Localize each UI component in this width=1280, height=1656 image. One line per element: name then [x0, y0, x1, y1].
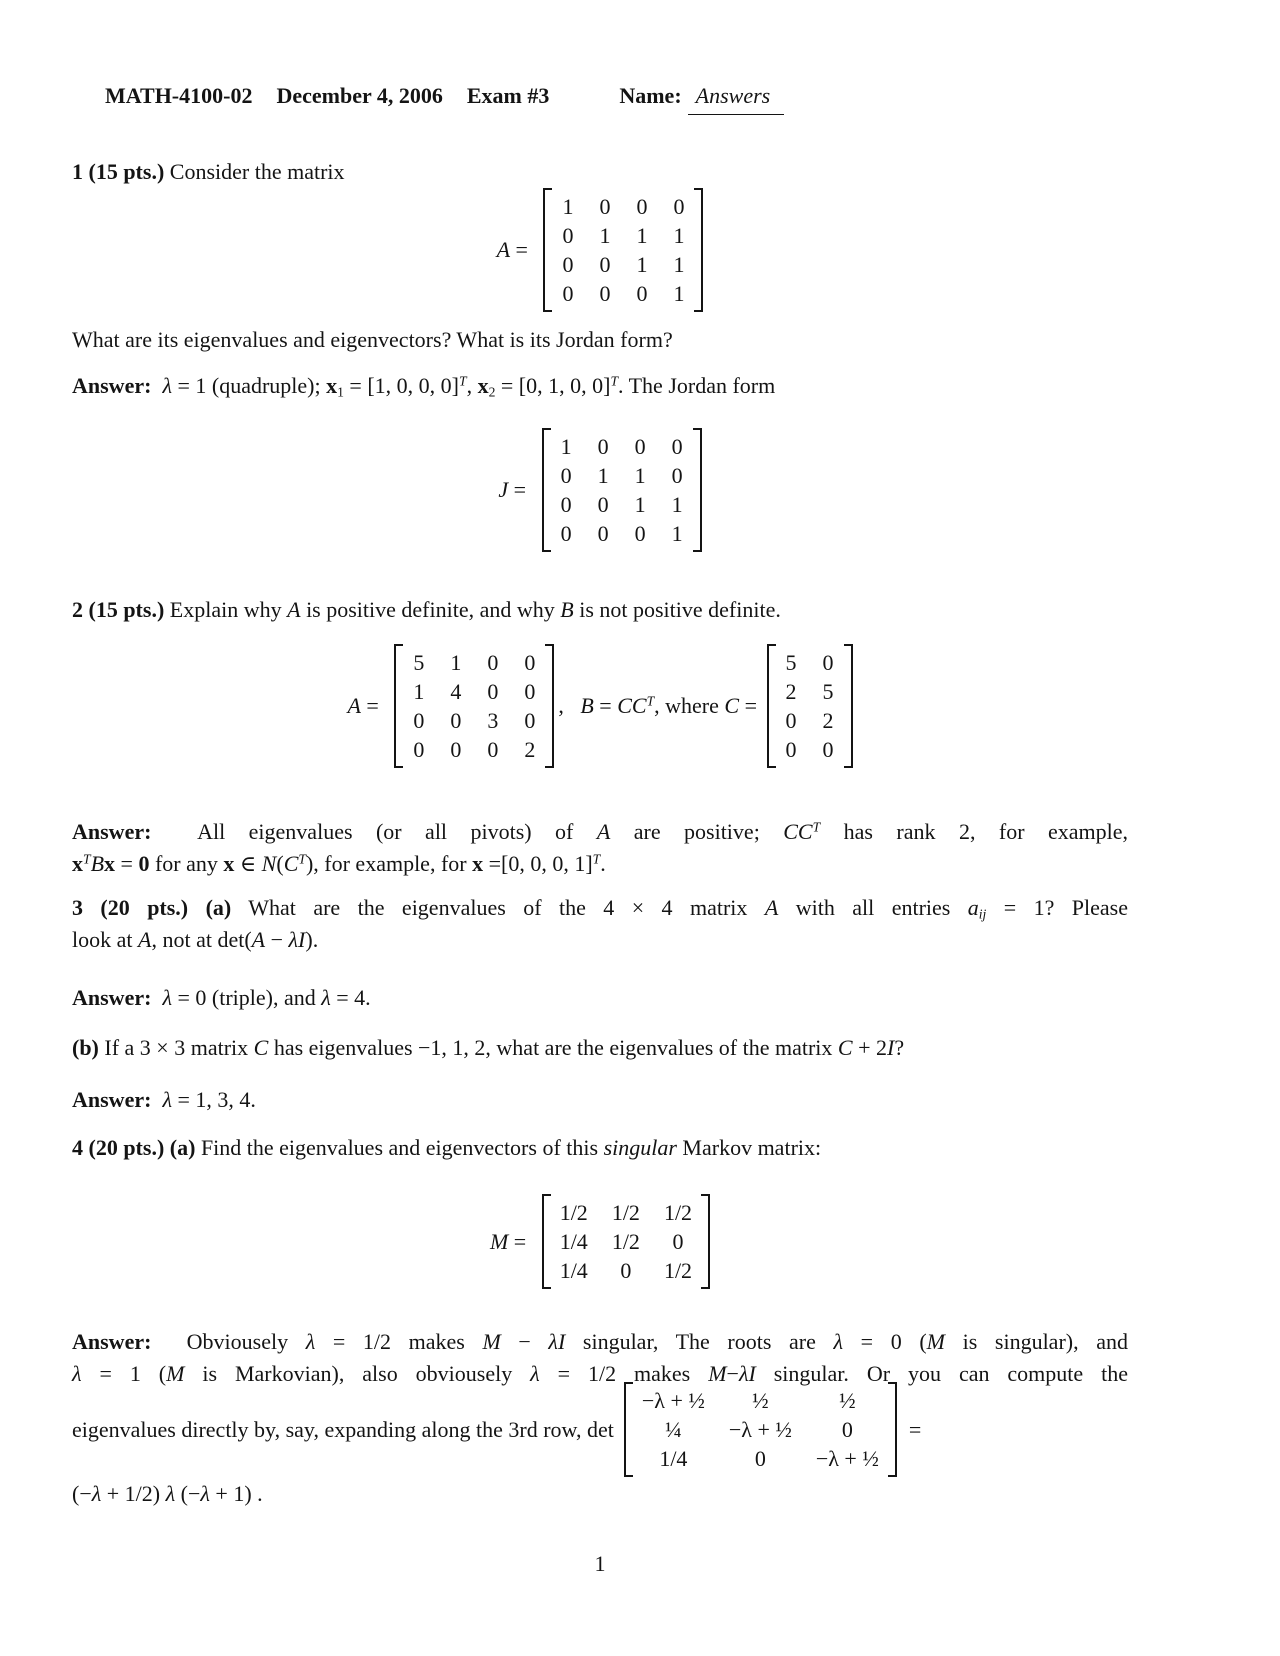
- exam-header: [105, 80, 784, 115]
- question-3a: [72, 892, 1128, 956]
- question-3a-line2: [72, 924, 1128, 956]
- text-run: ).: [305, 927, 319, 952]
- text-run: M: [166, 1361, 185, 1386]
- text-run: =[0, 0, 0, 1]: [483, 851, 593, 876]
- matrix-cells: [551, 1194, 701, 1289]
- matrix-cell: 0: [599, 194, 611, 219]
- text-run: λ: [321, 985, 331, 1010]
- q1-display-a: [72, 188, 1128, 312]
- q4-display-m: [72, 1194, 1128, 1289]
- text-run: T: [812, 819, 821, 835]
- text-run: 1: [337, 384, 344, 400]
- matrix-cell: 0: [822, 650, 834, 675]
- text-run: λI: [548, 1329, 566, 1354]
- matrix-cell: 0: [597, 492, 609, 517]
- text-run: has eigenvalues −1, 1, 2, what are the eigenvalues of the matrix: [268, 1035, 838, 1060]
- text-run: (−: [175, 1481, 201, 1506]
- text-run: ij: [978, 906, 987, 922]
- matrix-cell: −λ + ½: [728, 1417, 792, 1442]
- matrix-cell: 0: [524, 650, 536, 675]
- course-code: MATH-4100-02: [105, 83, 253, 108]
- text-run: λ: [162, 985, 172, 1010]
- text-run: 4 (20 pts.) (a): [72, 1135, 196, 1160]
- text-run: 2 (15 pts.): [72, 597, 165, 622]
- text-run: , where: [654, 693, 725, 718]
- matrix-label: [497, 234, 534, 266]
- matrix-cell: 0: [822, 737, 834, 762]
- q4-det-line: [72, 1382, 1128, 1477]
- equals: =: [360, 693, 385, 718]
- matrix-cell: 1: [413, 679, 425, 704]
- text-run: = 1/2 makes: [539, 1361, 709, 1386]
- answer-4: [72, 1326, 1128, 1390]
- text-run: λ: [72, 1361, 82, 1386]
- matrix-label: [498, 474, 531, 506]
- text-run: =: [115, 851, 139, 876]
- matrix-cell: 0: [754, 1446, 766, 1471]
- matrix-cell: 0: [634, 434, 646, 459]
- matrix-cell: 1/4: [659, 1446, 688, 1471]
- exam-date: December 4, 2006: [276, 83, 443, 108]
- text-run: M: [482, 1329, 501, 1354]
- text-run: = 4.: [330, 985, 371, 1010]
- text-run: [151, 985, 162, 1010]
- text-run: a: [967, 895, 979, 920]
- matrix-variable: A: [496, 237, 511, 262]
- text-run: ∈: [234, 851, 262, 876]
- text-run: What are its eigenvalues and eigenvectors? What is its Jordan form?: [72, 327, 673, 352]
- text-run: C: [837, 1035, 853, 1060]
- matrix-cells: [776, 644, 844, 768]
- text-run: T: [610, 373, 619, 389]
- text-run: with all entries: [778, 895, 968, 920]
- matrix-cell: 0: [634, 521, 646, 546]
- text-run: CC: [783, 819, 813, 844]
- matrix-label: [347, 690, 384, 722]
- text-run: singular, The roots are: [565, 1329, 834, 1354]
- text-run: (b): [72, 1035, 99, 1060]
- text-run: ?: [894, 1035, 905, 1060]
- matrix-cell: 1: [560, 434, 572, 459]
- text-run: −: [265, 927, 289, 952]
- matrix-cell: 1: [673, 223, 685, 248]
- text-run: Answer:: [72, 985, 152, 1010]
- matrix-cell: 1: [673, 281, 685, 306]
- equals: =: [508, 477, 532, 502]
- text-run: Answer:: [72, 1087, 152, 1112]
- matrix-cell: 0: [487, 679, 499, 704]
- text-run: . The Jordan form: [618, 373, 776, 398]
- text-run: + 1) .: [209, 1481, 263, 1506]
- text-run: All eigenvalues (or all pivots) of: [151, 819, 597, 844]
- answer-4-line1: [72, 1326, 1128, 1358]
- matrix-j: [498, 428, 701, 552]
- text-run: If a 3 × 3 matrix: [98, 1035, 254, 1060]
- text-run: Answer:: [72, 819, 152, 844]
- text-run: Consider the matrix: [164, 159, 345, 184]
- q2-display: [72, 644, 1128, 768]
- answer-3a: [72, 982, 1128, 1014]
- left-bracket: [767, 644, 776, 768]
- text-run: C: [724, 693, 740, 718]
- matrix-cell: 0: [785, 737, 797, 762]
- matrix-cell: ½: [752, 1388, 769, 1413]
- matrix-cell: 4: [450, 679, 462, 704]
- text-run: Explain why: [164, 597, 288, 622]
- matrix-cell: 1: [450, 650, 462, 675]
- name-label: Name:: [619, 83, 682, 108]
- matrix-cell: 1: [597, 463, 609, 488]
- matrix-cell: 0: [599, 281, 611, 306]
- text-run: λ: [162, 1087, 172, 1112]
- matrix-variable: J: [498, 477, 509, 502]
- matrix-cells: [551, 428, 693, 552]
- text-run: A: [596, 819, 611, 844]
- matrix-cell: 1/4: [559, 1229, 588, 1254]
- text-run: [151, 373, 162, 398]
- q1-display-j: [72, 428, 1128, 552]
- text-run: = 1 (quadruple);: [171, 373, 327, 398]
- text-run: T: [458, 373, 467, 389]
- matrix-m: [490, 1194, 710, 1289]
- answer-1: [72, 370, 1128, 402]
- matrix-cell: 0: [671, 434, 683, 459]
- page-number: 1: [594, 1551, 606, 1576]
- text-run: λI: [288, 927, 306, 952]
- matrix-cell: 0: [597, 521, 609, 546]
- text-run: N: [261, 851, 277, 876]
- text-run: is positive definite, and why: [300, 597, 561, 622]
- text-run: = 1? Please: [986, 895, 1129, 920]
- text-run: are positive;: [610, 819, 784, 844]
- text-run: singular. Or you can compute the: [755, 1361, 1128, 1386]
- matrix-cell: 0: [524, 679, 536, 704]
- text-run: singular: [603, 1135, 677, 1160]
- text-run: is singular), and: [944, 1329, 1128, 1354]
- right-bracket: [545, 644, 554, 768]
- matrix-variable: A: [347, 693, 361, 718]
- matrix-label: [490, 1226, 532, 1258]
- matrix-cell: 1: [636, 223, 648, 248]
- text-run: (−: [72, 1481, 92, 1506]
- text-run: x: [223, 851, 235, 876]
- text-run: CC: [617, 693, 647, 718]
- text-run: .: [600, 851, 606, 876]
- text-run: , not at det(: [151, 927, 252, 952]
- matrix-cell: 1/2: [611, 1200, 640, 1225]
- answer-2-line1: [72, 816, 1128, 848]
- matrix-cell: 0: [413, 708, 425, 733]
- matrix-cell: 1: [673, 252, 685, 277]
- text-run: Answer:: [72, 373, 152, 398]
- text-run: 3 (20 pts.) (a): [72, 895, 232, 920]
- matrix-cell: 1: [671, 492, 683, 517]
- right-bracket: [694, 188, 703, 312]
- matrix-cell: 0: [599, 252, 611, 277]
- matrix-cell: 0: [671, 463, 683, 488]
- matrix-cell: 0: [562, 223, 574, 248]
- matrix-cell: 0: [524, 708, 536, 733]
- final-expression: [72, 1478, 1128, 1510]
- matrix-variable: M: [489, 1228, 509, 1254]
- matrix-cell: 1: [634, 492, 646, 517]
- matrix-cell: 0: [597, 434, 609, 459]
- text-run: M: [708, 1361, 727, 1386]
- matrix-cell: 0: [560, 463, 572, 488]
- matrix-a2: [347, 644, 554, 768]
- text-run: A: [251, 927, 266, 952]
- question-3b: [72, 1032, 1128, 1064]
- text-run: (: [276, 851, 284, 876]
- text-run: 0: [138, 851, 150, 876]
- left-bracket: [394, 644, 403, 768]
- text-run: [151, 1087, 162, 1112]
- exam-number: Exam #3: [466, 83, 550, 108]
- text-run: A: [764, 895, 779, 920]
- matrix-cell: 0: [562, 281, 574, 306]
- text-run: B: [580, 693, 594, 718]
- matrix-cell: 0: [560, 492, 572, 517]
- det-matrix: [624, 1382, 897, 1477]
- matrix-cell: 1: [636, 252, 648, 277]
- matrix-cell: 0: [562, 252, 574, 277]
- text-run: T: [83, 851, 91, 867]
- text-run: A: [138, 927, 152, 952]
- text-run: λ: [200, 1481, 210, 1506]
- text-run: + 1/2): [101, 1481, 166, 1506]
- matrix-cells: [552, 188, 694, 312]
- matrix-cell: 2: [524, 737, 536, 762]
- matrix-cell: 3: [487, 708, 499, 733]
- text-run: λ: [305, 1329, 316, 1354]
- question-1-heading: [72, 156, 1128, 188]
- left-bracket: [624, 1382, 633, 1477]
- text-run: λ: [530, 1361, 540, 1386]
- matrix-cell: 1: [562, 194, 574, 219]
- matrix-cell: 0: [673, 194, 685, 219]
- right-bracket: [844, 644, 853, 768]
- text-run: I: [887, 1035, 895, 1060]
- text-run: T: [298, 851, 306, 867]
- matrix-cell: 1/2: [663, 1200, 693, 1225]
- matrix-cells: [403, 644, 545, 768]
- matrix-cell: 5: [413, 650, 425, 675]
- text-run: is not positive definite.: [573, 597, 781, 622]
- matrix-cell: 5: [785, 650, 797, 675]
- equals: =: [508, 1228, 532, 1254]
- matrix-cell: 1/2: [611, 1229, 640, 1254]
- text-run: M: [926, 1329, 945, 1354]
- left-bracket: [543, 188, 552, 312]
- matrix-cell: 1/2: [559, 1200, 588, 1225]
- text-run: + 2: [852, 1035, 888, 1060]
- text-run: x: [326, 373, 338, 398]
- matrix-cell: 0: [450, 708, 462, 733]
- text-run: λ: [833, 1329, 844, 1354]
- matrix-cell: 0: [560, 521, 572, 546]
- matrix-cell: 0: [450, 737, 462, 762]
- matrix-c: [767, 644, 853, 768]
- q2-display-text: [558, 690, 762, 722]
- text-run: C: [253, 1035, 269, 1060]
- text-run: −: [500, 1329, 549, 1354]
- text-run: −: [726, 1361, 739, 1386]
- matrix-cell: 2: [822, 708, 834, 733]
- text-run: = 1/2 makes: [315, 1329, 483, 1354]
- left-bracket: [542, 428, 551, 552]
- text-run: λ: [91, 1481, 102, 1506]
- matrix-cell: 0: [413, 737, 425, 762]
- text-run: =: [739, 693, 763, 718]
- text-run: is Markovian), also obviousely: [184, 1361, 531, 1386]
- question-3a-line1: [72, 892, 1128, 924]
- text-run: 2: [488, 384, 496, 400]
- text-run: Answer:: [72, 1329, 152, 1354]
- text-run: x: [72, 851, 83, 876]
- text-run: for any: [149, 851, 224, 876]
- text-run: x: [477, 373, 489, 398]
- text-run: = [1, 0, 0, 0]: [343, 373, 459, 398]
- text-run: T: [592, 851, 601, 867]
- matrix-cell: 2: [785, 679, 797, 704]
- equals: =: [510, 237, 534, 262]
- text-run: A: [287, 597, 301, 622]
- question-1-text: [72, 324, 1128, 356]
- matrix-cell: 0: [841, 1417, 853, 1442]
- matrix-cell: 1: [671, 521, 683, 546]
- text-run: =: [593, 693, 618, 718]
- matrix-cell: 0: [620, 1258, 632, 1283]
- matrix-cell: 1/4: [559, 1258, 588, 1283]
- question-4-heading: [72, 1132, 1128, 1164]
- text-run: has rank 2, for example,: [820, 819, 1128, 844]
- text-run: = [0, 1, 0, 0]: [495, 373, 611, 398]
- answer-3b: [72, 1084, 1128, 1116]
- text-run: = 1, 3, 4.: [171, 1087, 256, 1112]
- text-run: λ: [162, 373, 172, 398]
- text-run: 1 (15 pts.): [72, 159, 165, 184]
- matrix-cell: 1/2: [663, 1258, 693, 1283]
- matrix-cell: 0: [487, 737, 499, 762]
- answer-2-line2: [72, 848, 1128, 880]
- matrix-cell: 0: [672, 1229, 684, 1254]
- text-run: Find the eigenvalues and eigenvectors of this: [195, 1135, 604, 1160]
- text-run: eigenvalues directly by, say, expanding along the 3rd row, det: [72, 1416, 614, 1442]
- matrix-cell: ¼: [665, 1417, 682, 1442]
- matrix-cell: 0: [487, 650, 499, 675]
- text-run: What are the eigenvalues of the 4 × 4 matrix: [231, 895, 765, 920]
- text-run: λ: [165, 1481, 176, 1506]
- matrix-cells: [633, 1382, 888, 1477]
- matrix-cell: ½: [839, 1388, 856, 1413]
- equals-sign: =: [908, 1416, 922, 1442]
- matrix-cell: 0: [636, 281, 648, 306]
- det-text: [72, 1414, 614, 1446]
- text-run: Markov matrix:: [676, 1135, 822, 1160]
- matrix-cell: 0: [636, 194, 648, 219]
- matrix-a: [497, 188, 704, 312]
- text-run: = 1 (: [81, 1361, 167, 1386]
- answer-2: [72, 816, 1128, 880]
- text-run: x: [104, 851, 116, 876]
- text-run: ,: [558, 693, 581, 718]
- matrix-cell: 1: [599, 223, 611, 248]
- matrix-cell: 1: [634, 463, 646, 488]
- matrix-cell: 0: [785, 708, 797, 733]
- text-run: x: [472, 851, 484, 876]
- text-run: ), for example, for: [305, 851, 473, 876]
- text-run: B: [90, 851, 105, 876]
- left-bracket: [542, 1194, 551, 1289]
- text-run: = 0 (: [843, 1329, 927, 1354]
- right-bracket: [693, 428, 702, 552]
- text-run: C: [283, 851, 299, 876]
- text-run: B: [560, 597, 574, 622]
- matrix-cell: −λ + ½: [815, 1446, 879, 1471]
- matrix-cell: −λ + ½: [641, 1388, 705, 1413]
- right-bracket: [701, 1194, 710, 1289]
- text-run: look at: [72, 927, 138, 952]
- name-value: Answers: [688, 80, 785, 115]
- text-run: T: [646, 693, 655, 709]
- text-run: λI: [738, 1361, 756, 1386]
- right-bracket: [888, 1382, 897, 1477]
- text-run: = 0 (triple), and: [171, 985, 322, 1010]
- matrix-cell: 5: [822, 679, 834, 704]
- question-2-heading: [72, 594, 1128, 626]
- text-run: ,: [466, 373, 478, 398]
- text-run: Obviousely: [151, 1329, 306, 1354]
